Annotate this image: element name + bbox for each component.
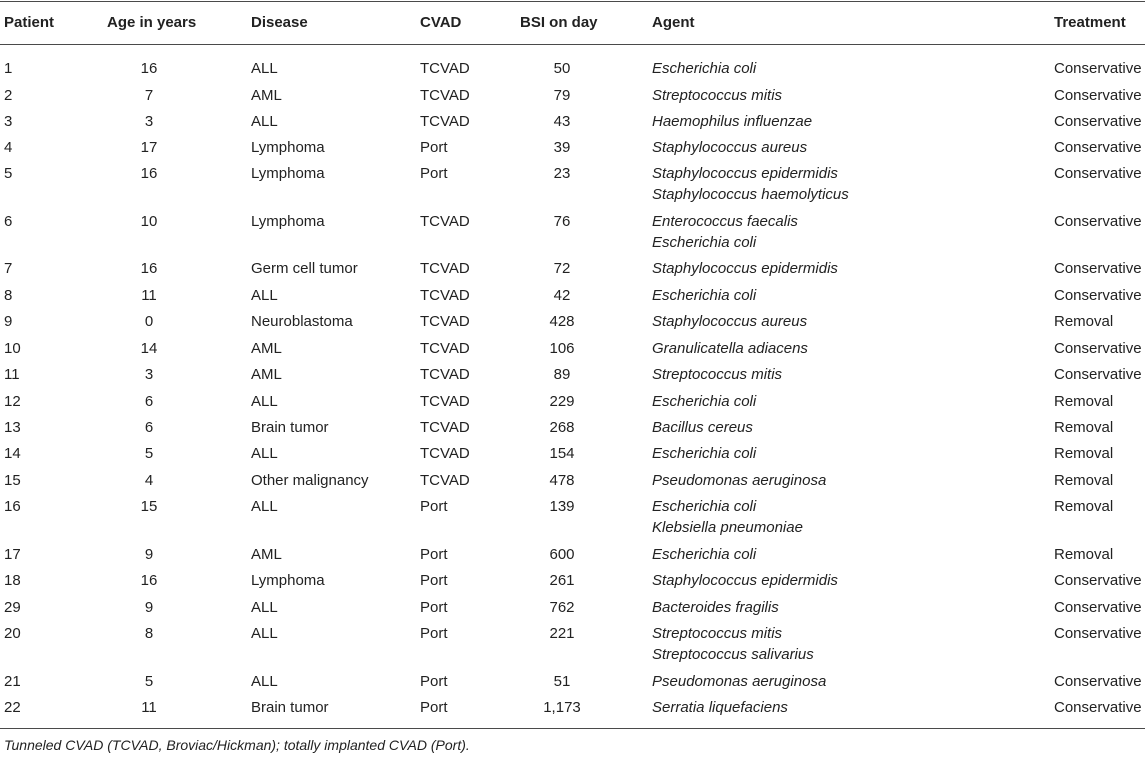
cell-bsi: 478 <box>549 472 575 489</box>
cell-cvad: Port <box>420 699 448 716</box>
cell-age: 17 <box>140 139 158 156</box>
header-agent: Agent <box>652 14 695 31</box>
cell-bsi: 51 <box>553 673 571 690</box>
cell-age: 16 <box>140 260 158 277</box>
cell-treatment: Conservative <box>1054 366 1142 383</box>
cell-disease: AML <box>251 366 282 383</box>
cell-patient: 13 <box>4 419 21 436</box>
header-cvad: CVAD <box>420 14 462 31</box>
cell-bsi: 72 <box>553 260 571 277</box>
cell-treatment: Conservative <box>1054 625 1142 642</box>
cell-age: 11 <box>141 699 157 716</box>
cell-bsi: 79 <box>553 87 571 104</box>
cell-cvad: TCVAD <box>420 393 470 410</box>
cell-treatment: Removal <box>1054 445 1114 462</box>
cell-bsi: 762 <box>549 599 575 616</box>
cell-patient: 21 <box>4 673 21 690</box>
cell-treatment: Removal <box>1054 313 1114 330</box>
cell-treatment: Conservative <box>1054 139 1142 156</box>
cell-age: 8 <box>144 625 154 642</box>
cell-agent: Serratia liquefaciens <box>652 699 788 716</box>
cell-disease: AML <box>251 340 282 357</box>
cell-cvad: TCVAD <box>420 366 470 383</box>
cell-age: 10 <box>140 213 158 230</box>
cell-age: 5 <box>144 673 154 690</box>
cell-patient: 22 <box>4 699 21 716</box>
cell-agent: Pseudomonas aeruginosa <box>652 673 827 690</box>
cell-bsi: 1,173 <box>543 699 581 716</box>
cell-patient: 10 <box>4 340 21 357</box>
cell-disease: ALL <box>251 287 278 304</box>
cell-cvad: TCVAD <box>420 287 470 304</box>
cell-treatment: Conservative <box>1054 673 1142 690</box>
cell-age: 11 <box>141 287 157 304</box>
cell-cvad: Port <box>420 165 448 182</box>
cell-bsi: 50 <box>553 60 571 77</box>
cell-treatment: Conservative <box>1054 213 1142 230</box>
cell-disease: Neuroblastoma <box>251 313 353 330</box>
cell-age: 14 <box>140 340 158 357</box>
cell-patient: 9 <box>4 313 13 330</box>
cell-bsi: 89 <box>553 366 571 383</box>
cell-cvad: TCVAD <box>420 419 470 436</box>
cell-age: 5 <box>144 445 154 462</box>
cell-age: 7 <box>144 87 154 104</box>
cell-cvad: TCVAD <box>420 313 470 330</box>
cell-cvad: Port <box>420 139 448 156</box>
cell-agent: Enterococcus faecalis <box>652 213 798 230</box>
cell-patient: 4 <box>4 139 13 156</box>
cell-cvad: TCVAD <box>420 87 470 104</box>
cell-bsi: 42 <box>553 287 571 304</box>
cell-age: 15 <box>140 498 158 515</box>
cell-agent: Escherichia coli <box>652 498 757 515</box>
cell-treatment: Conservative <box>1054 87 1142 104</box>
cell-agent: Streptococcus mitis <box>652 87 783 104</box>
cell-agent: Staphylococcus epidermidis <box>652 165 838 182</box>
cell-patient: 6 <box>4 213 13 230</box>
cell-patient: 20 <box>4 625 21 642</box>
cell-disease: ALL <box>251 113 278 130</box>
cell-bsi: 221 <box>549 625 575 642</box>
cell-patient: 17 <box>4 546 21 563</box>
cell-bsi: 229 <box>549 393 575 410</box>
cell-age: 3 <box>144 366 154 383</box>
cell-agent: Haemophilus influenzae <box>652 113 813 130</box>
header-rule <box>0 44 1145 45</box>
cell-age: 16 <box>140 60 158 77</box>
cell-disease: Germ cell tumor <box>251 260 358 277</box>
cell-disease: ALL <box>251 445 278 462</box>
cell-patient: 12 <box>4 393 21 410</box>
cell-patient: 3 <box>4 113 13 130</box>
cell-agent: Staphylococcus aureus <box>652 139 808 156</box>
cell-agent: Streptococcus salivarius <box>652 646 814 663</box>
cell-disease: ALL <box>251 625 278 642</box>
cell-cvad: Port <box>420 625 448 642</box>
cell-disease: ALL <box>251 673 278 690</box>
cell-treatment: Conservative <box>1054 165 1142 182</box>
cell-disease: ALL <box>251 393 278 410</box>
cell-agent: Escherichia coli <box>652 546 757 563</box>
cell-age: 4 <box>144 472 154 489</box>
cell-disease: ALL <box>251 599 278 616</box>
cell-treatment: Removal <box>1054 419 1114 436</box>
cell-cvad: Port <box>420 546 448 563</box>
cell-agent: Escherichia coli <box>652 60 757 77</box>
cell-cvad: Port <box>420 572 448 589</box>
cell-bsi: 139 <box>549 498 575 515</box>
cell-cvad: Port <box>420 673 448 690</box>
cell-cvad: TCVAD <box>420 340 470 357</box>
cell-bsi: 76 <box>553 213 571 230</box>
cell-agent: Staphylococcus haemolyticus <box>652 186 849 203</box>
cell-patient: 18 <box>4 572 21 589</box>
cell-age: 16 <box>140 572 158 589</box>
cell-disease: Lymphoma <box>251 165 325 182</box>
cell-cvad: TCVAD <box>420 60 470 77</box>
table-footnote: Tunneled CVAD (TCVAD, Broviac/Hickman); totally implanted CVAD (Port). <box>4 737 470 753</box>
cell-disease: ALL <box>251 60 278 77</box>
cell-agent: Granulicatella adiacens <box>652 340 808 357</box>
cell-disease: Lymphoma <box>251 572 325 589</box>
cell-agent: Escherichia coli <box>652 393 757 410</box>
cell-bsi: 428 <box>549 313 575 330</box>
cell-age: 6 <box>144 419 154 436</box>
cell-agent: Escherichia coli <box>652 287 757 304</box>
cell-treatment: Conservative <box>1054 599 1142 616</box>
cell-treatment: Removal <box>1054 498 1114 515</box>
cell-treatment: Conservative <box>1054 699 1142 716</box>
cell-treatment: Conservative <box>1054 287 1142 304</box>
cell-patient: 11 <box>4 366 20 383</box>
cell-cvad: TCVAD <box>420 260 470 277</box>
table-bottom-rule <box>0 728 1145 729</box>
cell-patient: 5 <box>4 165 13 182</box>
cell-patient: 16 <box>4 498 21 515</box>
cell-age: 9 <box>144 599 154 616</box>
cell-disease: AML <box>251 546 282 563</box>
cell-agent: Bacteroides fragilis <box>652 599 779 616</box>
cell-bsi: 106 <box>549 340 575 357</box>
table-top-rule <box>0 1 1145 2</box>
cell-bsi: 268 <box>549 419 575 436</box>
table-header <box>0 14 1145 36</box>
cell-cvad: TCVAD <box>420 472 470 489</box>
cell-cvad: Port <box>420 599 448 616</box>
cell-cvad: TCVAD <box>420 445 470 462</box>
header-treatment: Treatment <box>1054 14 1126 31</box>
cell-patient: 2 <box>4 87 13 104</box>
cell-disease: AML <box>251 87 282 104</box>
cell-bsi: 43 <box>553 113 571 130</box>
cell-agent: Staphylococcus aureus <box>652 313 808 330</box>
cell-agent: Streptococcus mitis <box>652 366 783 383</box>
cell-treatment: Conservative <box>1054 340 1142 357</box>
cell-agent: Klebsiella pneumoniae <box>652 519 803 536</box>
header-patient: Patient <box>4 14 55 31</box>
cell-disease: Other malignancy <box>251 472 369 489</box>
cell-bsi: 261 <box>549 572 575 589</box>
cell-agent: Escherichia coli <box>652 445 757 462</box>
cell-age: 9 <box>144 546 154 563</box>
cell-age: 3 <box>144 113 154 130</box>
cell-treatment: Conservative <box>1054 260 1142 277</box>
cell-patient: 14 <box>4 445 21 462</box>
header-bsi: BSI on day <box>520 14 598 31</box>
cell-treatment: Conservative <box>1054 572 1142 589</box>
cell-patient: 15 <box>4 472 21 489</box>
cell-patient: 29 <box>4 599 21 616</box>
header-age: Age in years <box>107 14 197 31</box>
cell-patient: 8 <box>4 287 13 304</box>
cell-treatment: Conservative <box>1054 60 1142 77</box>
cell-cvad: Port <box>420 498 448 515</box>
cell-cvad: TCVAD <box>420 113 470 130</box>
cell-age: 0 <box>144 313 154 330</box>
cell-age: 16 <box>140 165 158 182</box>
cell-agent: Bacillus cereus <box>652 419 753 436</box>
cell-disease: Lymphoma <box>251 139 325 156</box>
cell-agent: Staphylococcus epidermidis <box>652 572 838 589</box>
cell-bsi: 154 <box>549 445 575 462</box>
cell-bsi: 600 <box>549 546 575 563</box>
cell-disease: Lymphoma <box>251 213 325 230</box>
cell-disease: Brain tumor <box>251 419 329 436</box>
cell-treatment: Removal <box>1054 393 1114 410</box>
header-disease: Disease <box>251 14 308 31</box>
cell-treatment: Conservative <box>1054 113 1142 130</box>
cell-bsi: 39 <box>553 139 571 156</box>
cell-agent: Pseudomonas aeruginosa <box>652 472 827 489</box>
cell-agent: Staphylococcus epidermidis <box>652 260 838 277</box>
cell-agent: Escherichia coli <box>652 234 757 251</box>
cell-bsi: 23 <box>553 165 571 182</box>
cell-disease: ALL <box>251 498 278 515</box>
cell-age: 6 <box>144 393 154 410</box>
cell-cvad: TCVAD <box>420 213 470 230</box>
cell-disease: Brain tumor <box>251 699 329 716</box>
cell-treatment: Removal <box>1054 546 1114 563</box>
cell-treatment: Removal <box>1054 472 1114 489</box>
cell-patient: 7 <box>4 260 13 277</box>
cell-patient: 1 <box>4 60 13 77</box>
cell-agent: Streptococcus mitis <box>652 625 783 642</box>
